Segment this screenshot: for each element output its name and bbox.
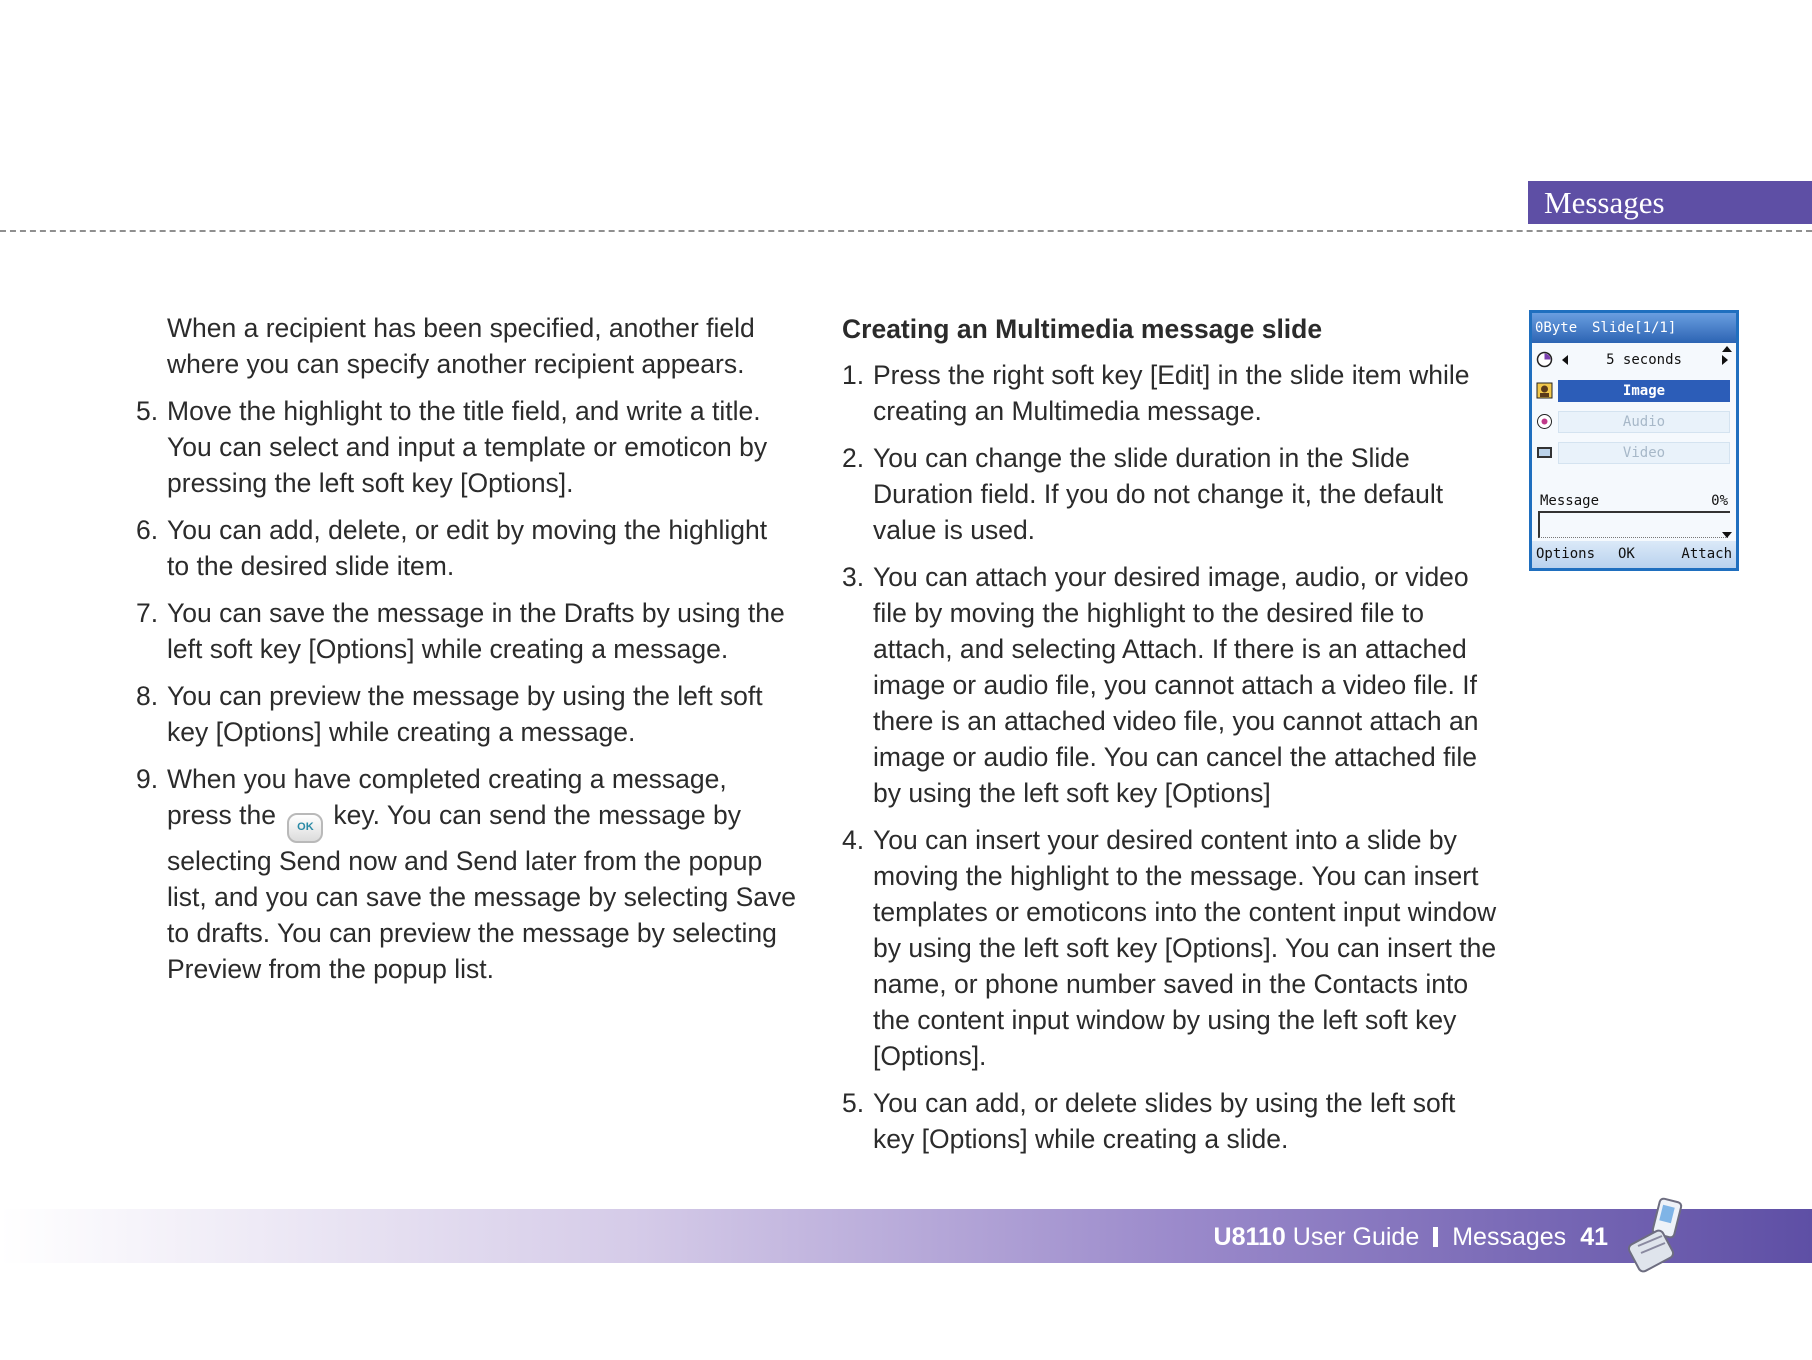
footer-separator (1433, 1227, 1438, 1247)
list-item (842, 1085, 1502, 1157)
ok-key-icon: OK (287, 813, 323, 843)
message-label: Message (1540, 493, 1600, 509)
list-item (136, 512, 796, 584)
item-number: 6. (136, 515, 159, 545)
item-text: You can change the slide duration in the Slide Duration field. If you do not change it, the default value is used. (873, 443, 1444, 545)
video-row[interactable] (1532, 440, 1736, 466)
item-number: 4. (842, 825, 865, 855)
item-text-before: When you have completed creating a message, press the (167, 764, 727, 830)
slide-indicator: Slide[1/1] (1592, 320, 1677, 336)
dashed-divider (0, 230, 1812, 232)
message-percent: 0% (1711, 493, 1728, 509)
item-number: 9. (136, 764, 159, 794)
intro-paragraph: When a recipient has been specified, another field where you can specify another recipient appears. (167, 313, 755, 379)
item-number: 5. (136, 396, 159, 426)
list-item (842, 822, 1502, 1074)
options-softkey[interactable]: Options (1536, 546, 1596, 562)
image-row[interactable] (1532, 378, 1736, 404)
item-text: You can save the message in the Drafts by using the left soft key [Options] while creating a message. (167, 598, 785, 664)
list-item (136, 678, 796, 750)
section-heading: Creating an Multimedia message slide (842, 314, 1323, 344)
soft-key-bar (1532, 541, 1736, 568)
flip-phone-icon (1616, 1196, 1696, 1276)
video-field[interactable]: Video (1558, 442, 1730, 464)
item-text: You can attach your desired image, audio, or video file by moving the highlight to the desired file to attach, and selecting Attach. If there is an attached image or audio file, you cannot attach a video file. If there is an attached video file, you cannot attach an image or audio file. You can cancel the attached file by using the left soft key [Options] (873, 562, 1479, 808)
left-column (136, 310, 796, 998)
ok-softkey[interactable]: OK (1618, 546, 1635, 562)
item-number: 3. (842, 562, 865, 592)
audio-icon (1536, 413, 1553, 430)
list-item (842, 440, 1502, 548)
timer-icon (1536, 351, 1553, 368)
phone-screen (1532, 313, 1736, 568)
item-text: Move the highlight to the title field, and write a title. You can select and input a template or emoticon by pressing the left soft key [Options]. (167, 396, 768, 498)
item-number: 2. (842, 443, 865, 473)
phone-screenshot (1529, 310, 1739, 571)
image-field[interactable]: Image (1558, 380, 1730, 402)
video-icon (1536, 444, 1553, 461)
list-item (136, 393, 796, 501)
item-number: 7. (136, 598, 159, 628)
scroll-down-icon[interactable] (1722, 532, 1732, 538)
item-number: 8. (136, 681, 159, 711)
attach-softkey[interactable]: Attach (1681, 546, 1732, 562)
footer-section: Messages (1452, 1223, 1567, 1251)
item-text: You can add, delete, or edit by moving the highlight to the desired slide item. (167, 515, 768, 581)
list-item (842, 357, 1502, 429)
scroll-up-icon[interactable] (1722, 346, 1732, 352)
duration-row[interactable] (1532, 347, 1736, 373)
audio-field[interactable]: Audio (1558, 411, 1730, 433)
item-text: You can insert your desired content into a slide by moving the highlight to the message. You can insert templates or emoticons into the content input window by using the left soft key [Options]. You can insert the name, or phone number saved in the Contacts into the content input window by using the left soft key [Options]. (873, 825, 1497, 1071)
item-text: You can add, or delete slides by using the left soft key [Options] while creating a slide. (873, 1088, 1456, 1154)
list-item (136, 761, 796, 987)
arrow-right-icon[interactable] (1722, 355, 1728, 365)
duration-field[interactable]: 5 seconds (1606, 352, 1682, 368)
page-number: 41 (1580, 1223, 1608, 1251)
item-text-after: key. You can send the message by selecting Send now and Send later from the popup list, and you can save the message by selecting Save to drafts. You can preview the message by selecting Preview from the popup list. (167, 800, 796, 984)
list-item (842, 559, 1502, 811)
footer-model: U8110 (1213, 1223, 1286, 1251)
item-number: 1. (842, 360, 865, 390)
phone-title-bar (1532, 313, 1736, 343)
footer-guide: User Guide (1292, 1223, 1420, 1251)
item-text: You can preview the message by using the left soft key [Options] while creating a message. (167, 681, 763, 747)
section-tab: Messages (1528, 181, 1812, 224)
image-icon (1536, 382, 1553, 399)
item-text: Press the right soft key [Edit] in the slide item while creating an Multimedia message. (873, 360, 1470, 426)
phone-body (1532, 343, 1736, 541)
message-input[interactable] (1538, 513, 1728, 538)
right-column (842, 311, 1502, 1168)
list-item (136, 595, 796, 667)
footer-caption (1214, 1217, 1608, 1257)
message-size: 0Byte (1535, 320, 1578, 336)
item-number: 5. (842, 1088, 865, 1118)
audio-row[interactable] (1532, 409, 1736, 435)
